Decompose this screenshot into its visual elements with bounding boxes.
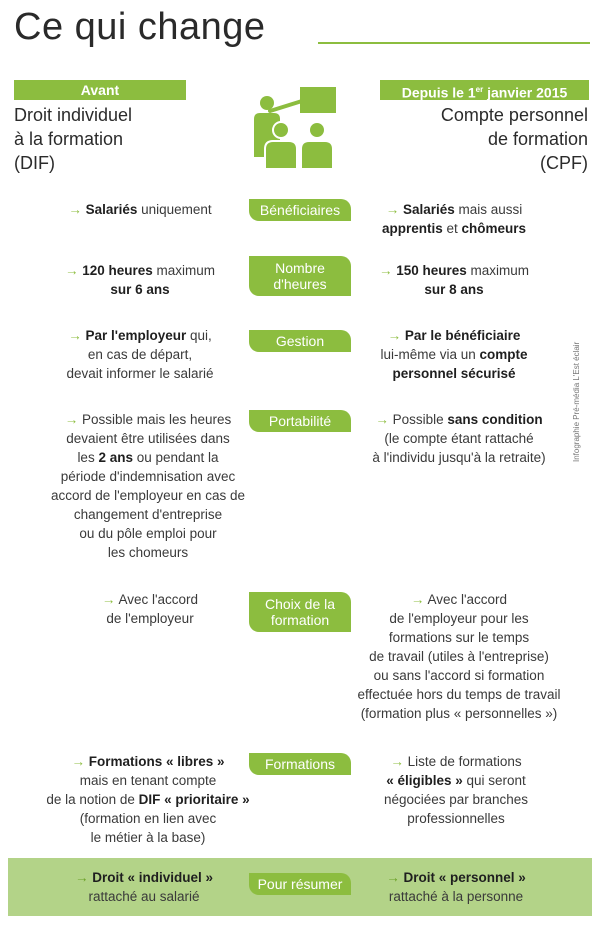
- dif-heures-b2: sur 6 ans: [110, 282, 170, 297]
- cpf-heures-t1: maximum: [466, 263, 530, 278]
- arrow-icon: →: [390, 754, 404, 769]
- cpf-portabilite-b1: sans condition: [447, 412, 543, 427]
- dif-heures-b1: 120 heures: [82, 263, 153, 278]
- cpf-formations: [356, 752, 556, 828]
- cpf-formations-t2: qui seront: [462, 773, 526, 788]
- arrow-icon: →: [378, 263, 393, 278]
- cpf-beneficiaires-b3: chômeurs: [461, 221, 527, 236]
- cpf-beneficiaires: [354, 200, 554, 238]
- dif-choix-l2: de l'employeur: [106, 611, 194, 626]
- title-rule: [318, 42, 590, 44]
- dif-formations-l3a: de la notion de: [46, 792, 139, 807]
- category-choix-line: formation: [270, 612, 330, 628]
- dif-title-line: (DIF): [14, 153, 55, 173]
- category-gestion: Gestion: [249, 330, 351, 352]
- arrow-icon: →: [64, 263, 79, 278]
- category-heures: [249, 256, 351, 296]
- cpf-beneficiaires-t2: et: [442, 221, 462, 236]
- dif-portabilite-l2: devaient être utilisées dans: [66, 431, 230, 446]
- dif-title-line: Droit individuel: [14, 105, 133, 125]
- cpf-formations-l1: Liste de formations: [407, 754, 522, 769]
- cpf-choix-l2: de l'employeur pour les: [389, 611, 529, 626]
- dif-formations-l2: mais en tenant compte: [79, 773, 217, 788]
- cpf-portabilite: [352, 410, 566, 467]
- dif-gestion-t1: qui,: [186, 328, 212, 343]
- page-title: Ce qui change: [14, 6, 266, 48]
- cpf-portabilite-t1: Possible: [392, 412, 448, 427]
- cpf-choix-l7: (formation plus « personnelles »): [360, 706, 558, 721]
- cpf-gestion-t2: lui-même via un: [380, 347, 480, 362]
- dif-portabilite-l3c: ou pendant la: [132, 450, 219, 465]
- cpf-portabilite-l3: à l'individu jusqu'à la retraite): [372, 450, 546, 465]
- cpf-gestion: [354, 326, 554, 383]
- badge-avant: Avant: [14, 80, 186, 100]
- badge-depuis-post: janvier 2015: [483, 84, 568, 101]
- arrow-icon: →: [74, 870, 89, 885]
- cpf-choix: [342, 590, 576, 723]
- dif-portabilite-l5: accord de l'employeur en cas de: [51, 488, 245, 503]
- badge-depuis-sup: er: [475, 85, 484, 94]
- cpf-choix-l5: ou sans l'accord si formation: [373, 668, 545, 683]
- cpf-beneficiaires-t1: mais aussi: [454, 202, 523, 217]
- cpf-choix-l3: formations sur le temps: [388, 630, 530, 645]
- cpf-choix-l4: de travail (utiles à l'entreprise): [369, 649, 549, 664]
- cpf-title: [360, 103, 588, 175]
- dif-portabilite-l8: les chomeurs: [107, 545, 189, 560]
- dif-formations-l3b: DIF « prioritaire »: [138, 792, 250, 807]
- category-choix: [249, 592, 351, 632]
- dif-gestion-l2: en cas de départ,: [87, 347, 193, 362]
- arrow-icon: →: [385, 202, 400, 217]
- arrow-icon: →: [64, 412, 79, 427]
- cpf-gestion-b2: compte: [479, 347, 528, 362]
- dif-beneficiaires: [40, 200, 240, 219]
- dif-gestion-b1: Par l'employeur: [85, 328, 187, 343]
- category-choix-line: Choix de la: [264, 596, 336, 612]
- dif-portabilite-l6: changement d'entreprise: [73, 507, 223, 522]
- dif-portabilite-l3b: 2 ans: [98, 450, 133, 465]
- infographic-credit: Infographie Pré-média L'Est éclair: [572, 341, 581, 462]
- category-formations: Formations: [249, 753, 351, 775]
- cpf-formations-b2: « éligibles »: [386, 773, 463, 788]
- arrow-icon: →: [410, 592, 425, 607]
- category-heures-line: d'heures: [273, 276, 327, 292]
- category-heures-line: Nombre: [275, 260, 325, 276]
- dif-portabilite: [22, 410, 274, 562]
- cpf-gestion-b3: personnel sécurisé: [392, 366, 516, 381]
- cpf-resume-b1: Droit « personnel »: [403, 870, 526, 885]
- dif-portabilite-l7: ou du pôle emploi pour: [79, 526, 217, 541]
- training-presentation-icon: [250, 83, 348, 171]
- dif-resume-l2: rattaché au salarié: [88, 889, 200, 904]
- badge-depuis-pre: Depuis le 1: [401, 84, 476, 101]
- dif-heures-t1: maximum: [152, 263, 216, 278]
- cpf-heures-b2: sur 8 ans: [424, 282, 484, 297]
- dif-title: [14, 103, 214, 175]
- arrow-icon: →: [375, 412, 389, 427]
- dif-gestion: [36, 326, 244, 383]
- arrow-icon: →: [386, 870, 400, 885]
- cpf-resume: [356, 868, 556, 906]
- cpf-title-line: de formation: [487, 129, 588, 149]
- cpf-choix-l6: effectuée hors du temps de travail: [357, 687, 561, 702]
- dif-portabilite-l4: période d'indemnisation avec: [60, 469, 236, 484]
- badge-depuis: [380, 80, 589, 100]
- dif-formations-l5: le métier à la base): [90, 830, 206, 845]
- dif-title-line: à la formation: [14, 129, 124, 149]
- arrow-icon: →: [68, 202, 82, 217]
- dif-resume: [44, 868, 244, 906]
- dif-choix-l1: Avec l'accord: [118, 592, 199, 607]
- cpf-title-line: Compte personnel: [440, 105, 588, 125]
- cpf-beneficiaires-b1: Salariés: [402, 202, 455, 217]
- category-resume: Pour résumer: [249, 873, 351, 895]
- cpf-resume-l2: rattaché à la personne: [388, 889, 524, 904]
- cpf-heures-b1: 150 heures: [396, 263, 467, 278]
- dif-portabilite-l1: Possible mais les heures: [81, 412, 232, 427]
- cpf-formations-l3: négociées par branches: [383, 792, 529, 807]
- cpf-formations-l4: professionnelles: [407, 811, 505, 826]
- cpf-beneficiaires-b2: apprentis: [381, 221, 443, 236]
- dif-formations-b1: Formations « libres »: [88, 754, 225, 769]
- dif-beneficiaires-rest: uniquement: [137, 202, 212, 217]
- arrow-icon: →: [71, 754, 85, 769]
- cpf-title-line: (CPF): [540, 153, 588, 173]
- cpf-gestion-b1: Par le bénéficiaire: [404, 328, 521, 343]
- dif-formations: [26, 752, 270, 847]
- dif-resume-b1: Droit « individuel »: [92, 870, 214, 885]
- category-portabilite: Portabilité: [249, 410, 351, 432]
- arrow-icon: →: [101, 592, 116, 607]
- arrow-icon: →: [68, 328, 82, 343]
- cpf-portabilite-l2: (le compte étant rattaché: [384, 431, 534, 446]
- arrow-icon: →: [387, 328, 402, 343]
- dif-gestion-l3: devait informer le salarié: [66, 366, 214, 381]
- cpf-choix-l1: Avec l'accord: [427, 592, 508, 607]
- cpf-heures: [354, 261, 554, 299]
- dif-portabilite-l3a: les: [77, 450, 99, 465]
- dif-beneficiaires-bold: Salariés: [85, 202, 138, 217]
- dif-heures: [40, 261, 240, 299]
- dif-choix: [60, 590, 240, 628]
- category-beneficiaires: Bénéficiaires: [249, 199, 351, 221]
- dif-formations-l4: (formation en lien avec: [79, 811, 217, 826]
